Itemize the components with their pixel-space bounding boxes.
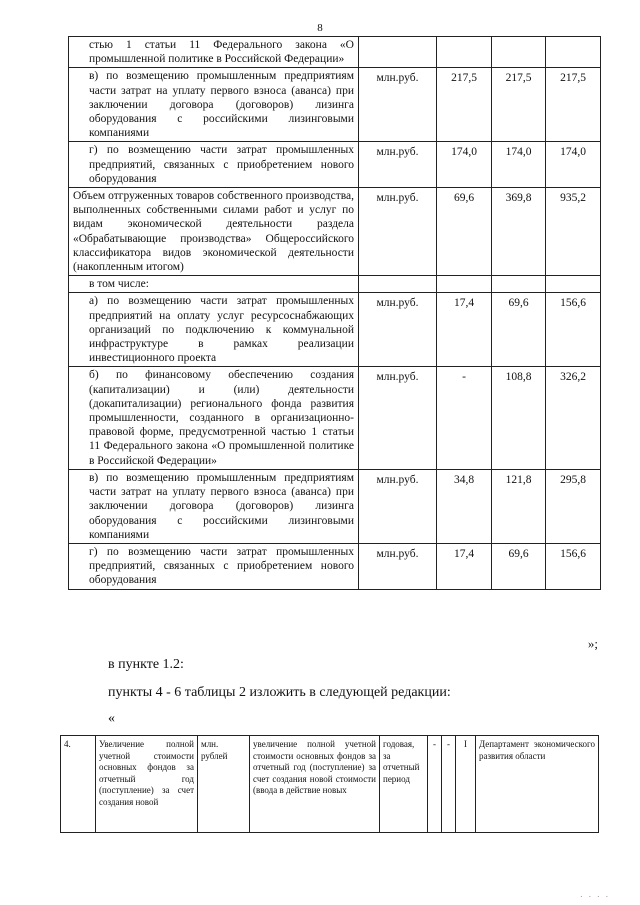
row-unit <box>359 276 437 293</box>
row-number: 4. <box>61 736 96 833</box>
indicator-unit: млн. рублей <box>198 736 250 833</box>
reporting-period: годовая, за отчетный период <box>380 736 428 833</box>
row-value-2: 217,5 <box>492 68 546 142</box>
row-unit: млн.руб. <box>359 293 437 367</box>
row-value-3 <box>546 37 601 68</box>
row-value-1 <box>437 276 492 293</box>
table-row <box>69 367 601 469</box>
paragraph-point-1-2: в пункте 1.2: <box>108 657 184 672</box>
row-value-2: 108,8 <box>492 367 546 469</box>
table-row <box>69 276 601 293</box>
cell-dash-1: - <box>428 736 442 833</box>
row-value-3: 174,0 <box>546 142 601 188</box>
table-row <box>69 293 601 367</box>
table-row <box>69 37 601 68</box>
row-unit: млн.руб. <box>359 68 437 142</box>
table-row <box>69 469 601 543</box>
row-description: г) по возмещению части затрат промышленных предприятий, связанных с приобретением нового оборудования <box>69 543 359 589</box>
row-value-1 <box>437 37 492 68</box>
row-unit: млн.руб. <box>359 188 437 276</box>
row-value-1: 174,0 <box>437 142 492 188</box>
row-value-1: 17,4 <box>437 543 492 589</box>
row-value-2 <box>492 37 546 68</box>
row-description: в том числе: <box>69 276 359 293</box>
cell-dash-2: - <box>442 736 456 833</box>
indicator-definition: увеличение полной учетной стоимости основных фондов за отчетный год (поступление) за счет создания новой стоимости (ввода в действие новых <box>250 736 380 833</box>
table-row <box>69 142 601 188</box>
row-unit: млн.руб. <box>359 367 437 469</box>
row-description: б) по финансовому обеспечению создания (капитализации) и (или) деятельности (докапитализации) регионального фонда развития промышленности, созданного в организационно-правовой форме, предусмотренной частью 1 статьи 11 Федерального закона «О промышленной политике в Российской Федерации» <box>69 367 359 469</box>
cell-roman-one: I <box>456 736 476 833</box>
row-value-2: 69,6 <box>492 293 546 367</box>
row-value-1: 17,4 <box>437 293 492 367</box>
opening-quote: « <box>108 711 115 726</box>
row-unit <box>359 37 437 68</box>
row-description: стью 1 статьи 11 Федерального закона «О промышленной политике в Российской Федерации» <box>69 37 359 68</box>
row-value-3: 217,5 <box>546 68 601 142</box>
row-value-3: 295,8 <box>546 469 601 543</box>
row-value-3: 326,2 <box>546 367 601 469</box>
row-value-3: 935,2 <box>546 188 601 276</box>
row-description: в) по возмещению промышленным предприятиям части затрат на уплату первого взноса (аванса) при заключении договора (договоров) лизинга оборудования с российскими лизинговыми компаниями <box>69 68 359 142</box>
row-value-2 <box>492 276 546 293</box>
row-value-1: 34,8 <box>437 469 492 543</box>
row-description: а) по возмещению части затрат промышленных предприятий на оплату услуг ресурсоснабжающих организаций по подключению к коммунальной инфраструктуре в рамках реализации инвестиционного проекта <box>69 293 359 367</box>
row-description: Объем отгруженных товаров собственного производства, выполненных собственными силами работ и услуг по видам экономической деятельности раздела «Обрабатывающие производства» Общероссийского классификатора видов экономической деятельности (накопленным итогом) <box>69 188 359 276</box>
table-row <box>69 188 601 276</box>
paragraph-items-4-6: пункты 4 - 6 таблицы 2 изложить в следующей редакции: <box>108 685 451 700</box>
row-value-2: 369,8 <box>492 188 546 276</box>
table-row <box>61 736 599 833</box>
indicator-name: Увеличение полной учетной стоимости основных фондов за отчетный год (поступление) за счет создания новой <box>96 736 198 833</box>
row-description: в) по возмещению промышленным предприятиям части затрат на уплату первого взноса (аванса) при заключении договора (договоров) лизинга оборудования с российскими лизинговыми компаниями <box>69 469 359 543</box>
table-2-excerpt <box>60 735 599 833</box>
table-row <box>69 543 601 589</box>
row-value-3: 156,6 <box>546 293 601 367</box>
row-value-1: 69,6 <box>437 188 492 276</box>
row-unit: млн.руб. <box>359 469 437 543</box>
row-value-2: 69,6 <box>492 543 546 589</box>
row-value-3: 156,6 <box>546 543 601 589</box>
page-number: 8 <box>317 22 323 34</box>
row-value-3 <box>546 276 601 293</box>
row-unit: млн.руб. <box>359 142 437 188</box>
closing-quote: »; <box>587 636 598 651</box>
row-description: г) по возмещению части затрат промышленных предприятий, связанных с приобретением нового оборудования <box>69 142 359 188</box>
table-row <box>69 68 601 142</box>
row-value-2: 174,0 <box>492 142 546 188</box>
row-value-2: 121,8 <box>492 469 546 543</box>
responsible-department: Департамент экономического развития области <box>476 736 599 833</box>
corner-mark: . . . . <box>580 889 610 899</box>
indicators-table <box>68 36 601 590</box>
row-value-1: 217,5 <box>437 68 492 142</box>
row-value-1: - <box>437 367 492 469</box>
row-unit: млн.руб. <box>359 543 437 589</box>
